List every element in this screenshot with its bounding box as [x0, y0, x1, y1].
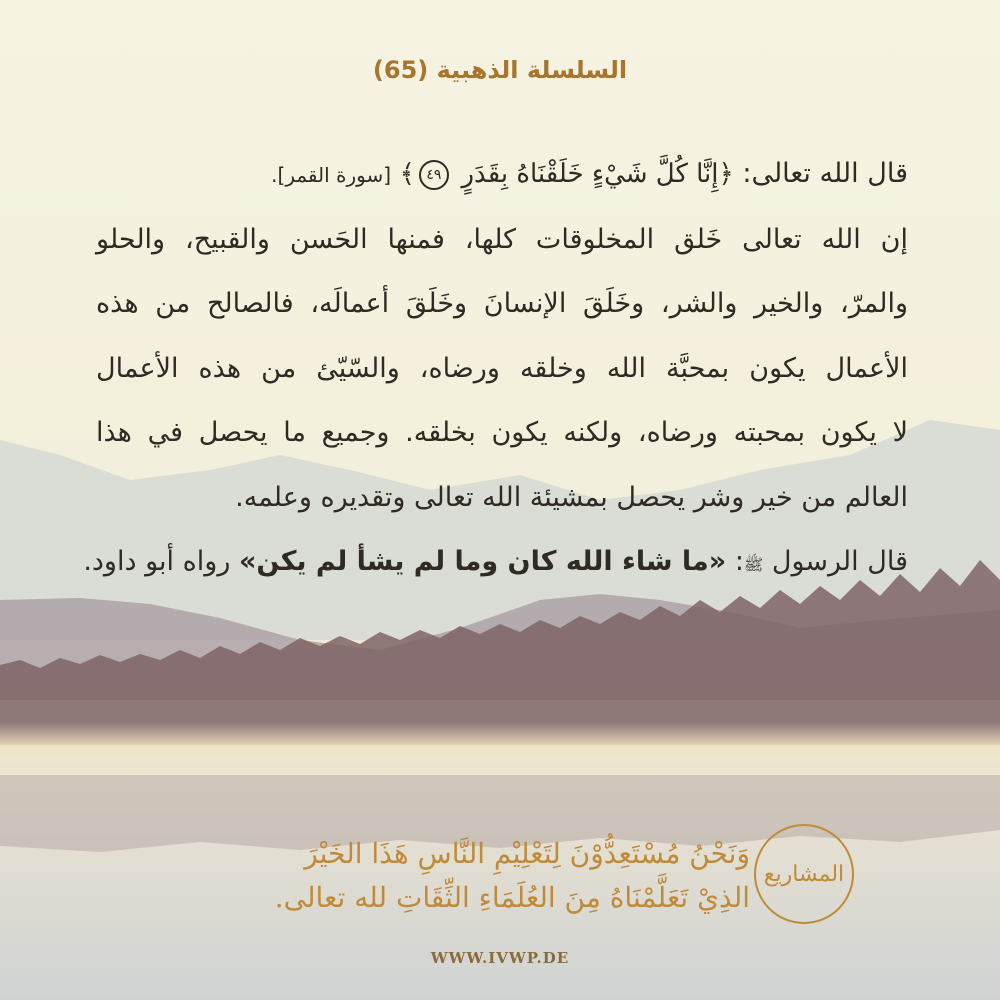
paragraph-line: لا يكون بمحبته ورضاه، ولكنه يكون بخلقه. وجميع ما يحصل في هذا — [96, 417, 908, 448]
sura-reference: [سورة القمر]. — [271, 163, 392, 187]
series-title: السلسلة الذهبية (65) — [372, 56, 628, 84]
verse-intro: قال الله تعالى: — [742, 158, 908, 189]
logo-text: المشاريع — [763, 861, 845, 887]
verse-text: إِنَّا كُلَّ شَيْءٍ خَلَقْنَاهُ بِقَدَرٍ — [461, 159, 719, 189]
paragraph-line: الأعمال يكون بمحبَّة الله وخلقه ورضاه، والسّيّئ من هذه الأعمال — [96, 352, 908, 384]
ayah-number-marker: ٤٩ — [419, 160, 449, 190]
footer-line-1: وَنَحْنُ مُسْتَعِدُّوْنَ لِتَعْلِيْمِ النَّاسِ هَذَا الخَيْرَ — [304, 837, 750, 870]
hadith-colon: : — [734, 546, 744, 577]
footer-line-2: الذِيْ تَعَلَّمْنَاهُ مِنَ العُلَمَاءِ الثِّقَاتِ لله تعالى. — [274, 881, 750, 914]
hadith-quote: «ما شاء الله كان وما لم يشأ لم يكن» — [238, 546, 727, 577]
verse-line — [96, 142, 908, 208]
salutation-symbol: ﷺ — [743, 555, 764, 574]
hadith-source: رواه أبو داود. — [83, 546, 231, 577]
verse-close-bracket: ﴾ — [399, 159, 415, 189]
body-text — [83, 142, 908, 598]
paragraph-line: العالم من خير وشر يحصل بمشيئة الله تعالى وتقديره وعلمه. — [235, 481, 908, 513]
hadith-line — [83, 530, 908, 598]
website-url: WWW.IVWP.DE — [430, 949, 570, 967]
verse-open-bracket: ﴿ — [718, 159, 734, 189]
calligraphy-logo — [754, 824, 854, 924]
paragraph-line: والمرّ، والخير والشر، وخَلَقَ الإنسانَ وخَلَقَ أعمالَه، فالصالح من هذه — [96, 288, 908, 319]
footer-motto — [210, 832, 750, 920]
paragraph-line: إن الله تعالى خَلق المخلوقات كلها، فمنها الحَسن والقبيح، والحلو — [96, 223, 908, 255]
hadith-intro: قال الرسول — [771, 546, 908, 577]
